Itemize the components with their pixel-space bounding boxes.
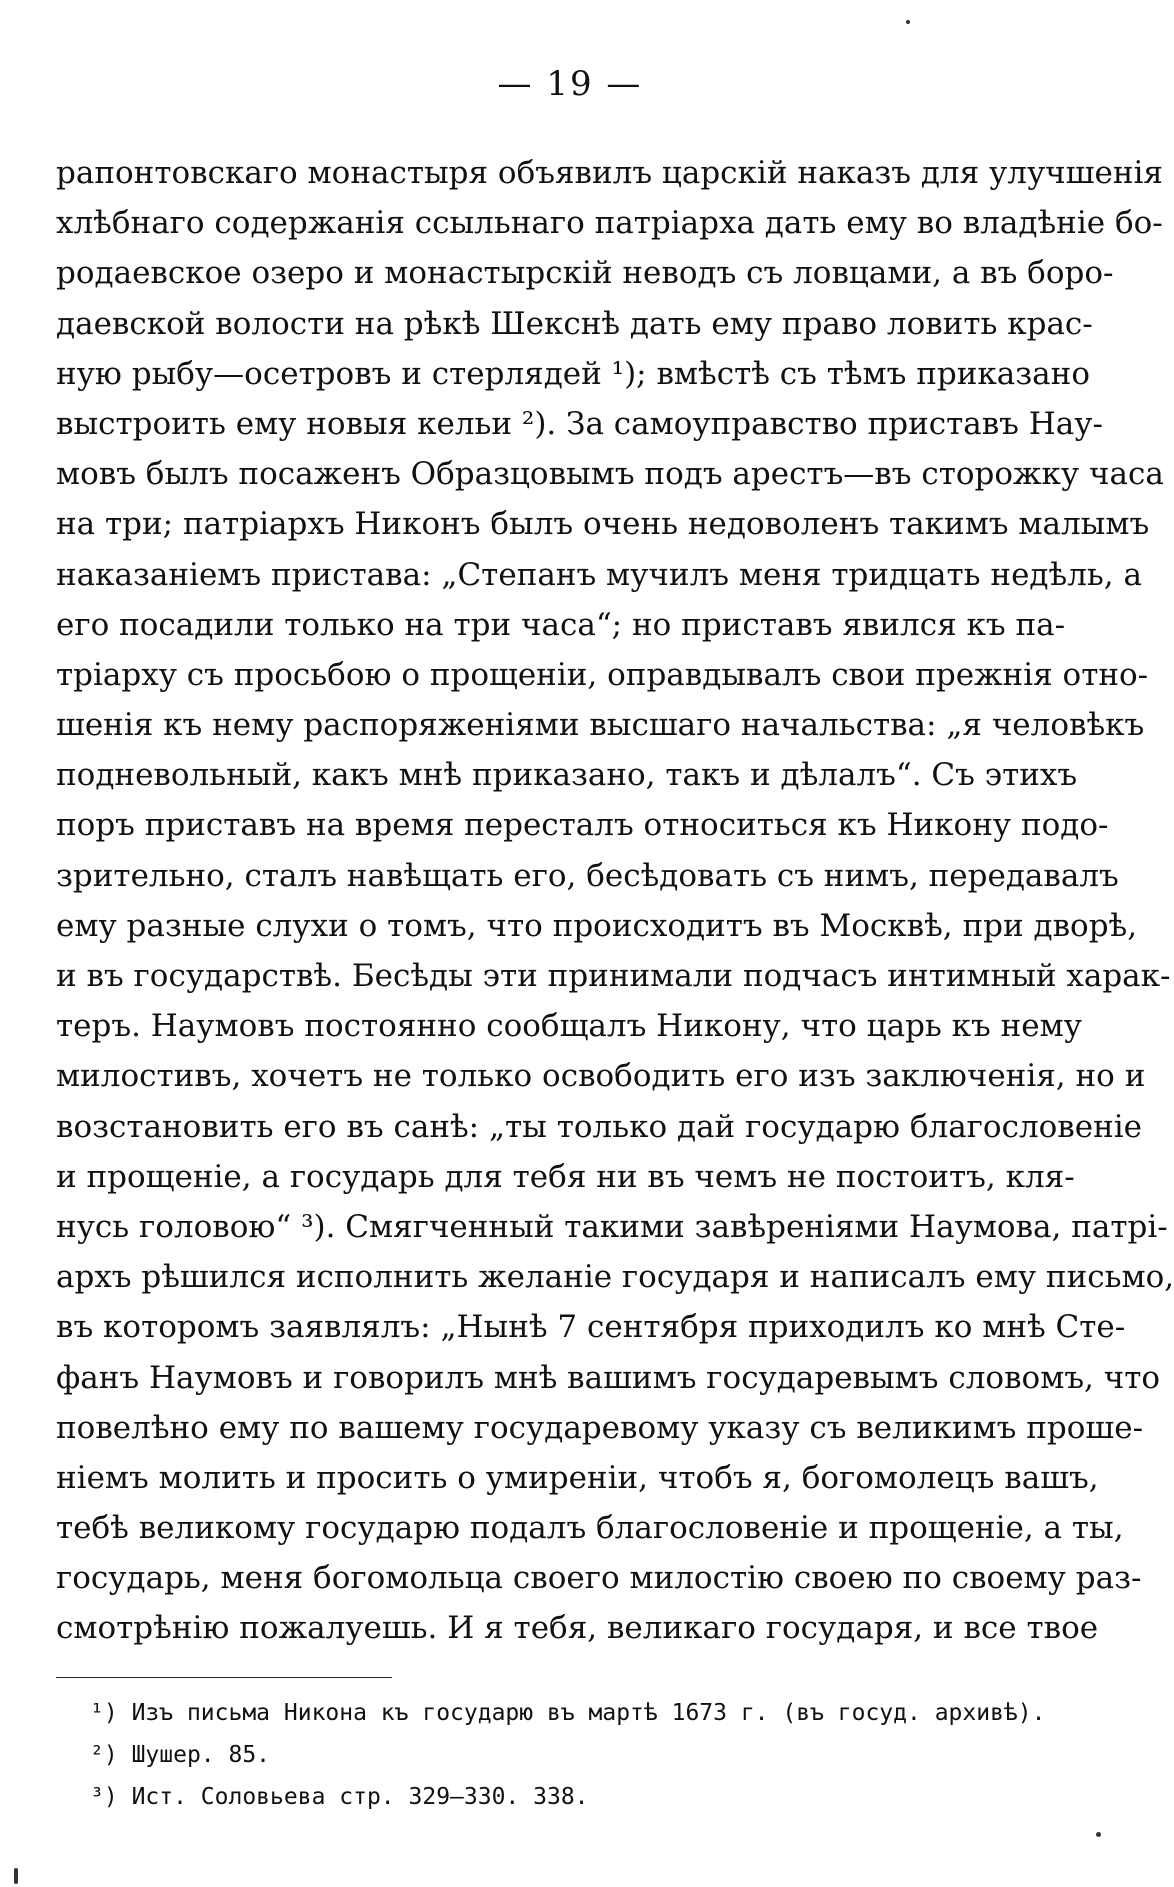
- body-line: поръ приставъ на время пересталъ относиться къ Никону подо-: [56, 807, 1109, 844]
- body-line: тріарху съ просьбою о прощеніи, оправдывалъ свои прежнія отно-: [56, 656, 1149, 693]
- body-line: и прощеніе, а государь для тебя ни въ чемъ не постоитъ, кля-: [56, 1158, 1075, 1195]
- body-line: тебѣ великому государю подалъ благословеніе и прощеніе, а ты,: [56, 1510, 1124, 1547]
- body-line: хлѣбнаго содержанія ссыльнаго патріарха дать ему во владѣніе бо-: [56, 205, 1163, 242]
- body-line: наказаніемъ пристава: „Степанъ мучилъ меня тридцать недѣль, а: [56, 556, 1142, 593]
- footnote: [90, 1734, 1070, 1776]
- body-line: возстановить его въ санѣ: „ты только дай государю благословеніе: [56, 1108, 1143, 1145]
- footnote-marker: ¹): [90, 1700, 118, 1726]
- body-line: его посадили только на три часа“; но приставъ явился къ па-: [56, 606, 1066, 643]
- body-line: нусь головою“ ³). Смягченный такими завѣреніями Наумова, патрі-: [56, 1208, 1168, 1245]
- body-line: архъ рѣшился исполнить желаніе государя и написалъ ему письмо,: [56, 1259, 1174, 1296]
- body-line: фанъ Наумовъ и говорилъ мнѣ вашимъ государевымъ словомъ, что: [56, 1359, 1161, 1396]
- body-line: теръ. Наумовъ постоянно сообщалъ Никону, что царь къ нему: [56, 1008, 1082, 1045]
- scan-speck: [1096, 1832, 1101, 1837]
- page-number: — 19 —: [497, 64, 643, 104]
- body-line: рапонтовскаго монастыря объявилъ царскій наказъ для улучшенія: [56, 155, 1163, 191]
- footnote-marker: ³): [90, 1784, 118, 1810]
- body-line: повелѣно ему по вашему государевому указу съ великимъ проше-: [56, 1409, 1144, 1446]
- body-line: выстроить ему новыя кельи ²). За самоуправство приставъ Нау-: [56, 405, 1103, 442]
- scan-speck: [14, 1868, 18, 1884]
- footnote-marker: ²): [90, 1742, 118, 1768]
- body-text: [56, 148, 1174, 1654]
- body-line: ніемъ молить и просить о умиреніи, чтобъ я, богомолецъ вашъ,: [56, 1459, 1099, 1496]
- body-line: милостивъ, хочетъ не только освободить его изъ заключенія, но и: [56, 1058, 1146, 1095]
- body-line: зрительно, сталъ навѣщать его, бесѣдовать съ нимъ, передавалъ: [56, 857, 1119, 894]
- body-line: даевской волости на рѣкѣ Шекснѣ дать ему право ловить крас-: [56, 305, 1093, 342]
- footnote: [90, 1692, 1070, 1734]
- body-line: государь, меня богомольца своего милостію своею по своему раз-: [56, 1560, 1142, 1597]
- body-line: на три; патріархъ Никонъ былъ очень недоволенъ такимъ малымъ: [56, 506, 1150, 543]
- footnote: [90, 1776, 1070, 1818]
- body-line: ную рыбу—осетровъ и стерлядей ¹); вмѣстѣ съ тѣмъ приказано: [56, 355, 1090, 392]
- footnote-divider: [56, 1677, 392, 1678]
- body-line: мовъ былъ посаженъ Образцовымъ подъ арестъ—въ сторожку часа: [56, 456, 1164, 493]
- body-line: смотрѣнію пожалуешь. И я тебя, великаго государя, и все твое: [56, 1610, 1099, 1647]
- body-line: шенія къ нему распоряженіями высшаго начальства: „я человѣкъ: [56, 707, 1145, 744]
- body-line: подневольный, какъ мнѣ приказано, такъ и дѣлалъ“. Съ этихъ: [56, 757, 1078, 794]
- footnote-text: Ист. Соловьева стр. 329—330. 338.: [131, 1784, 589, 1810]
- footnote-text: Шушер. 85.: [131, 1742, 271, 1768]
- body-line: въ которомъ заявлялъ: „Нынѣ 7 сентября приходилъ ко мнѣ Сте-: [56, 1309, 1126, 1346]
- footnotes: [90, 1692, 1070, 1818]
- body-line: ему разные слухи о томъ, что происходитъ въ Москвѣ, при дворѣ,: [56, 907, 1138, 944]
- body-line: родаевское озеро и монастырскій неводъ съ ловцами, а въ боро-: [56, 255, 1114, 292]
- footnote-text: Изъ письма Никона къ государю въ мартѣ 1673 г. (въ госуд. архивѣ).: [131, 1700, 1046, 1726]
- scan-speck: [906, 20, 910, 24]
- body-line: и въ государствѣ. Бесѣды эти принимали подчасъ интимный харак-: [56, 958, 1171, 994]
